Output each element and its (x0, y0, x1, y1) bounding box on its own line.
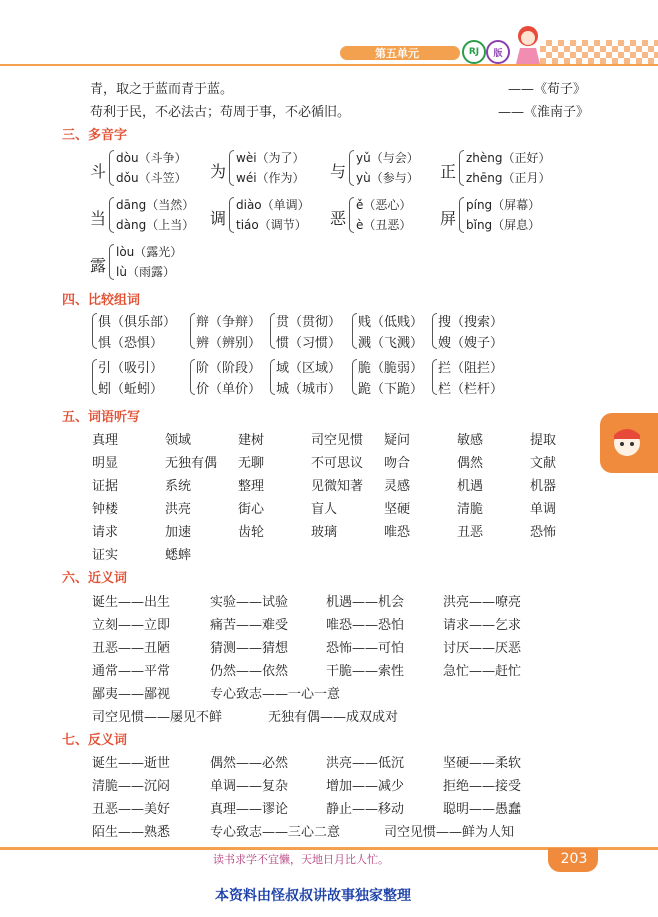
brace-mark (432, 313, 437, 349)
dictation-word: 提取 (530, 433, 557, 448)
antonym-pair: 静止——移动 (326, 802, 405, 817)
polyphone-reading-a: zhèng（正好） (466, 151, 551, 165)
dictation-word: 证据 (92, 479, 119, 494)
synonym-pair: 仍然——依然 (210, 664, 289, 679)
polyphone-reading-a: dòu（斗争） (116, 151, 187, 165)
polyphone-reading-b: yù（参与） (356, 171, 419, 185)
compare-word-b: 城（城市） (276, 382, 342, 397)
footer-motto: 读书求学不宜懒，天地日月比人忙。 (213, 853, 389, 866)
brace-mark (190, 313, 195, 349)
compare-word-b: 跪（下跪） (358, 382, 424, 397)
synonym-pair: 鄙夷——鄙视 (92, 687, 171, 702)
brace-mark (349, 197, 354, 233)
polyphone-char: 调 (210, 209, 227, 228)
antonym-pair: 拒绝——接受 (443, 779, 522, 794)
dictation-word: 唯恐 (384, 525, 411, 540)
dictation-word: 不可思议 (311, 456, 364, 471)
compare-word-a: 俱（俱乐部） (98, 315, 177, 330)
synonym-pair: 诞生——出生 (92, 595, 171, 610)
dictation-word: 疑问 (384, 433, 411, 448)
brace-mark (229, 197, 234, 233)
polyphone-char: 正 (440, 162, 457, 181)
mascot-girl-icon (506, 22, 546, 66)
polyphone-reading-b: dǒu（斗笠） (116, 171, 187, 185)
polyphone-char: 露 (90, 256, 107, 275)
dictation-word: 明显 (92, 456, 119, 471)
antonym-pair: 陌生——熟悉 (92, 825, 171, 840)
synonym-pair: 通常——平常 (92, 664, 171, 679)
compare-word-b: 惯（习惯） (276, 336, 342, 351)
polyphone-reading-a: lòu（露光） (116, 245, 183, 259)
polyphone-reading-b: è（丑恶） (356, 218, 412, 232)
synonym-pair: 司空见惯——屡见不鲜 (92, 710, 223, 725)
synonym-pair: 实验——试验 (210, 595, 289, 610)
section-synonym-heading: 六、近义词 (62, 571, 128, 586)
dictation-word: 敏感 (457, 433, 484, 448)
polyphone-reading-b: tiáo（调节） (236, 218, 307, 232)
dictation-word: 请求 (92, 525, 119, 540)
dictation-word: 坚硬 (384, 502, 411, 517)
dictation-word: 灵感 (384, 479, 411, 494)
dictation-word: 文献 (530, 456, 557, 471)
brace-mark (109, 244, 114, 280)
polyphone-reading-b: zhēng（正月） (466, 171, 551, 185)
unit-title: 第五单元 (375, 47, 419, 60)
antonym-pair: 清脆——沉闷 (92, 779, 171, 794)
brace-mark (229, 150, 234, 186)
brace-mark (92, 313, 97, 349)
polyphone-char: 斗 (90, 162, 107, 181)
polyphone-char: 当 (90, 209, 107, 228)
dictation-word: 吻合 (384, 456, 411, 471)
antonym-pair: 坚硬——柔软 (443, 756, 522, 771)
dictation-word: 无独有偶 (165, 456, 218, 471)
dictation-word: 偶然 (457, 456, 484, 471)
compare-word-b: 嫂（嫂子） (438, 336, 504, 351)
compare-word-a: 脆（脆弱） (358, 361, 424, 376)
compare-word-b: 栏（栏杆） (438, 382, 504, 397)
antonym-pair: 专心致志——三心二意 (210, 825, 341, 840)
compare-word-a: 搜（搜索） (438, 315, 504, 330)
synonym-pair: 无独有偶——成双成对 (268, 710, 399, 725)
brace-mark (432, 359, 437, 395)
polyphone-reading-a: píng（屏幕） (466, 198, 541, 212)
dictation-word: 机遇 (457, 479, 484, 494)
synonym-pair: 洪亮——嘹亮 (443, 595, 522, 610)
dictation-word: 系统 (165, 479, 192, 494)
antonym-pair: 增加——减少 (326, 779, 405, 794)
compare-word-b: 溅（飞溅） (358, 336, 424, 351)
edition-badge: 版 (486, 40, 510, 64)
dictation-word: 领域 (165, 433, 192, 448)
section-dictation-heading: 五、词语听写 (62, 410, 141, 425)
polyphone-reading-a: wèi（为了） (236, 151, 305, 165)
mascot-face-icon (610, 425, 644, 459)
dictation-word: 单调 (530, 502, 557, 517)
polyphone-char: 屏 (440, 209, 457, 228)
dictation-word: 司空见惯 (311, 433, 364, 448)
dictation-word: 机器 (530, 479, 557, 494)
synonym-pair: 干脆——索性 (326, 664, 405, 679)
synonym-pair: 急忙——赶忙 (443, 664, 522, 679)
brace-mark (352, 359, 357, 395)
synonym-pair: 讨厌——厌恶 (443, 641, 522, 656)
quote-1-text: 青，取之于蓝而青于蓝。 (90, 82, 234, 97)
dictation-word: 齿轮 (238, 525, 265, 540)
compare-word-a: 贱（低贱） (358, 315, 424, 330)
dictation-word: 真理 (92, 433, 119, 448)
brace-mark (459, 150, 464, 186)
synonym-pair: 丑恶——丑陋 (92, 641, 171, 656)
polyphone-char: 恶 (330, 209, 347, 228)
polyphone-reading-a: ě（恶心） (356, 198, 412, 212)
brace-mark (190, 359, 195, 395)
header-checker-decoration (540, 40, 658, 64)
synonym-pair: 唯恐——恐怕 (326, 618, 405, 633)
compare-word-a: 引（吸引） (98, 361, 164, 376)
quote-2-text: 苟利于民，不必法古；苟周于事，不必循旧。 (90, 105, 351, 120)
dictation-word: 建树 (238, 433, 265, 448)
section-antonym-heading: 七、反义词 (62, 733, 128, 748)
rj-badge: RJ (462, 40, 486, 64)
compare-word-a: 域（区域） (276, 361, 342, 376)
section-compare-heading: 四、比较组词 (62, 293, 141, 308)
brace-mark (459, 197, 464, 233)
polyphone-reading-a: dāng（当然） (116, 198, 195, 212)
polyphone-char: 与 (330, 162, 347, 181)
polyphone-reading-a: diào（单调） (236, 198, 310, 212)
dictation-word: 街心 (238, 502, 265, 517)
antonym-pair: 丑恶——美好 (92, 802, 171, 817)
brace-mark (270, 313, 275, 349)
polyphone-reading-b: wéi（作为） (236, 171, 305, 185)
synonym-pair: 专心致志——一心一意 (210, 687, 341, 702)
compare-word-a: 贯（贯彻） (276, 315, 342, 330)
dictation-word: 证实 (92, 548, 119, 563)
quote-1-source: ——《荀子》 (508, 82, 587, 97)
dictation-word: 整理 (238, 479, 265, 494)
polyphone-char: 为 (210, 162, 227, 181)
header-rule (0, 64, 658, 66)
synonym-pair: 立刻——立即 (92, 618, 171, 633)
synonym-pair: 猜测——猜想 (210, 641, 289, 656)
antonym-pair: 诞生——逝世 (92, 756, 171, 771)
compare-word-b: 价（单价） (196, 382, 262, 397)
page-number: 203 (560, 851, 588, 867)
quote-2-source: ——《淮南子》 (498, 105, 590, 120)
section-polyphone-heading: 三、多音字 (62, 128, 128, 143)
compare-word-a: 拦（阻拦） (438, 361, 504, 376)
dictation-word: 丑恶 (457, 525, 484, 540)
antonym-pair: 真理——谬论 (210, 802, 289, 817)
dictation-word: 玻璃 (311, 525, 338, 540)
dictation-word: 盲人 (311, 502, 338, 517)
dictation-word: 蟋蟀 (165, 548, 192, 563)
compare-word-a: 辩（争辩） (196, 315, 262, 330)
dictation-word: 加速 (165, 525, 192, 540)
compare-word-b: 辨（辨别） (196, 336, 262, 351)
brace-mark (349, 150, 354, 186)
dictation-word: 见微知著 (311, 479, 364, 494)
dictation-word: 无聊 (238, 456, 265, 471)
compare-word-b: 蚓（蚯蚓） (98, 382, 164, 397)
compare-word-a: 阶（阶段） (196, 361, 262, 376)
dictation-word: 洪亮 (165, 502, 192, 517)
synonym-pair: 请求——乞求 (443, 618, 522, 633)
synonym-pair: 机遇——机会 (326, 595, 405, 610)
antonym-pair: 司空见惯——鲜为人知 (384, 825, 515, 840)
polyphone-reading-a: yǔ（与会） (356, 151, 419, 165)
antonym-pair: 聪明——愚蠢 (443, 802, 522, 817)
antonym-pair: 洪亮——低沉 (326, 756, 405, 771)
polyphone-reading-b: dàng（上当） (116, 218, 195, 232)
dictation-word: 恐怖 (530, 525, 557, 540)
synonym-pair: 恐怖——可怕 (326, 641, 405, 656)
antonym-pair: 偶然——必然 (210, 756, 289, 771)
polyphone-reading-b: lù（雨露） (116, 265, 175, 279)
compare-word-b: 惧（恐惧） (98, 336, 164, 351)
brace-mark (109, 150, 114, 186)
dictation-word: 钟楼 (92, 502, 119, 517)
dictation-word: 清脆 (457, 502, 484, 517)
polyphone-reading-b: bǐng（屏息） (466, 218, 541, 232)
watermark-text: 本资料由怪叔叔讲故事独家整理 (215, 888, 411, 904)
antonym-pair: 单调——复杂 (210, 779, 289, 794)
brace-mark (352, 313, 357, 349)
brace-mark (109, 197, 114, 233)
brace-mark (270, 359, 275, 395)
brace-mark (92, 359, 97, 395)
synonym-pair: 痛苦——难受 (210, 618, 289, 633)
